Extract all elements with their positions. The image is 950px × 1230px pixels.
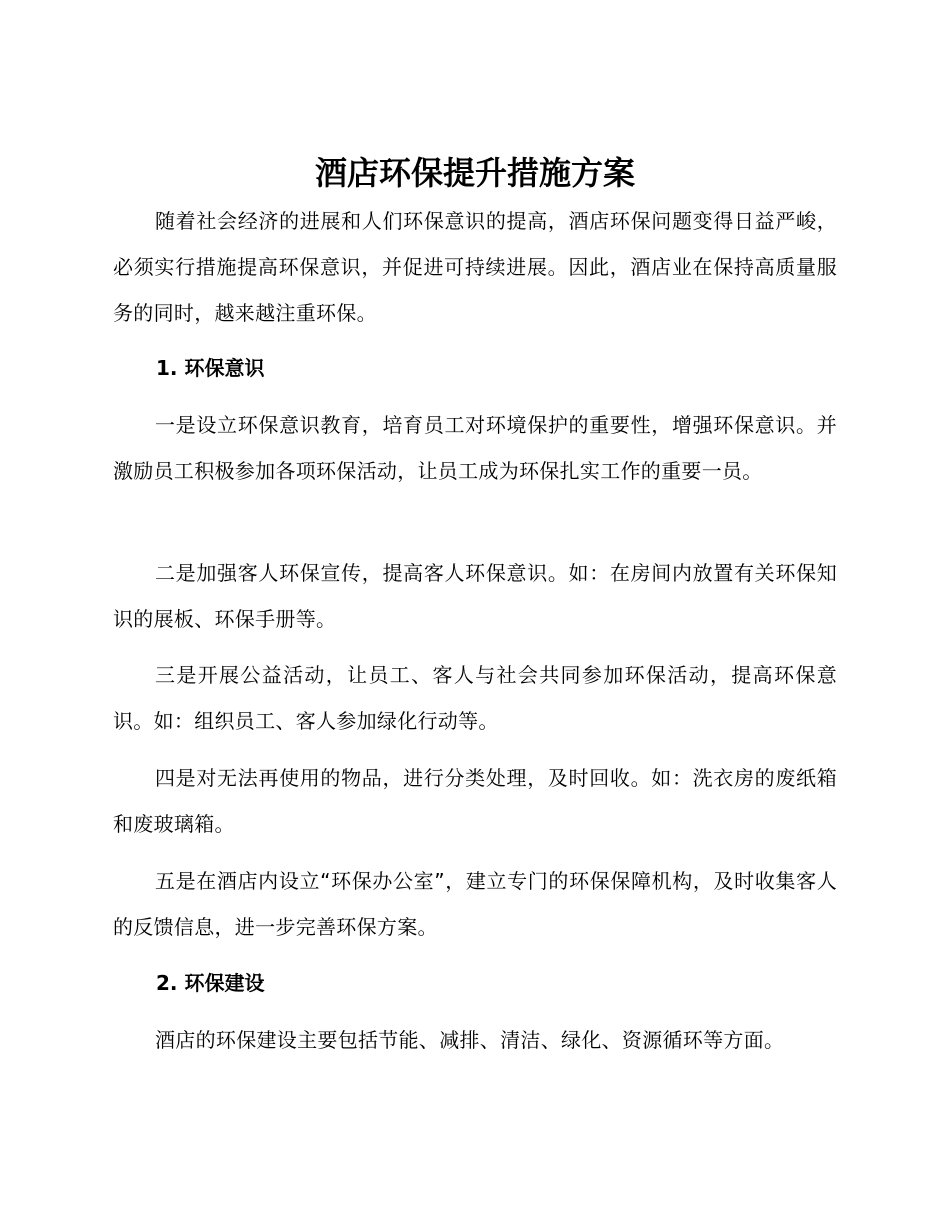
section-1-heading: 1. 环保意识 bbox=[156, 356, 265, 380]
section-1-paragraph-1: 一是设立环保意识教育，培育员工对环境保护的重要性，增强环保意识。并激励员工积极参加各项环保活动，让员工成为环保扎实工作的重要一员。 bbox=[113, 413, 837, 483]
section-1-paragraph-2: 二是加强客人环保宣传，提高客人环保意识。如：在房间内放置有关环保知识的展板、环保手册等。 bbox=[113, 561, 837, 631]
document-title: 酒店环保提升措施方案 bbox=[314, 154, 635, 192]
intro-paragraph: 随着社会经济的进展和人们环保意识的提高，酒店环保问题变得日益严峻，必须实行措施提高环保意识，并促进可持续进展。因此，酒店业在保持高质量服务的同时，越来越注重环保。 bbox=[113, 209, 837, 325]
section-2-heading: 2. 环保建设 bbox=[156, 971, 265, 995]
section-2-paragraph-1: 酒店的环保建设主要包括节能、减排、清洁、绿化、资源循环等方面。 bbox=[155, 1028, 785, 1052]
section-1-paragraph-5: 五是在酒店内设立“环保办公室”，建立专门的环保保障机构，及时收集客人的反馈信息，进一步完善环保方案。 bbox=[113, 869, 837, 939]
section-1-paragraph-3: 三是开展公益活动，让员工、客人与社会共同参加环保活动，提高环保意识。如：组织员工、客人参加绿化行动等。 bbox=[113, 663, 837, 733]
section-1-paragraph-4: 四是对无法再使用的物品，进行分类处理，及时回收。如：洗衣房的废纸箱和废玻璃箱。 bbox=[113, 766, 837, 836]
